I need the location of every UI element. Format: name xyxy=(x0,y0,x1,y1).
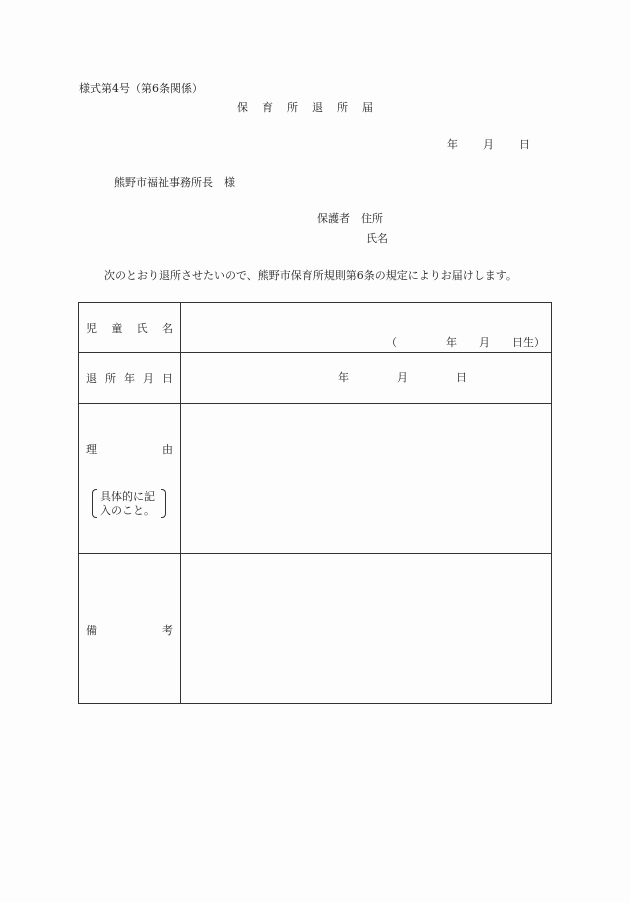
remarks-label: 備 考 xyxy=(79,554,181,703)
addressee: 熊野市福祉事務所長 様 xyxy=(114,176,235,189)
row-withdrawal-date xyxy=(79,353,551,404)
guardian-address-label: 保護者 住所 xyxy=(317,212,383,225)
right-bracket xyxy=(161,489,166,518)
child-name-label: 児 童 氏 名 xyxy=(79,303,181,352)
row-reason xyxy=(79,404,551,554)
row-remarks xyxy=(79,554,551,703)
form-number: 様式第4号（第6条関係） xyxy=(79,82,203,95)
form-title: 保育所退所届 xyxy=(237,101,387,114)
withdrawal-date-field[interactable] xyxy=(181,353,551,403)
guardian-name-label: 氏名 xyxy=(366,232,388,245)
reason-field[interactable] xyxy=(181,404,551,553)
row-child-name xyxy=(79,303,551,353)
left-bracket xyxy=(92,489,97,518)
note-line-1: 具体的に記 xyxy=(100,490,155,503)
child-name-field[interactable] xyxy=(181,303,551,352)
submission-date xyxy=(447,139,530,150)
reason-label: 理 由 具体的に記 入のこと。 xyxy=(79,404,181,553)
date-year-label: 年 xyxy=(447,138,458,151)
remarks-field[interactable] xyxy=(181,554,551,703)
withdrawal-date-label: 退 所 年 月 日 xyxy=(79,353,181,403)
note-line-2: 入のこと。 xyxy=(100,504,155,517)
birth-date: （ 年 月 日生） xyxy=(386,336,545,349)
date-day-label: 日 xyxy=(519,138,530,151)
date-month-label: 月 xyxy=(483,138,494,151)
withdrawal-date-units: 年 月 日 xyxy=(338,371,467,384)
statement-text: 次のとおり退所させたいので、熊野市保育所規則第6条の規定によりお届けします。 xyxy=(104,269,517,282)
reason-instruction-note xyxy=(92,489,166,518)
withdrawal-form-table xyxy=(78,302,552,704)
